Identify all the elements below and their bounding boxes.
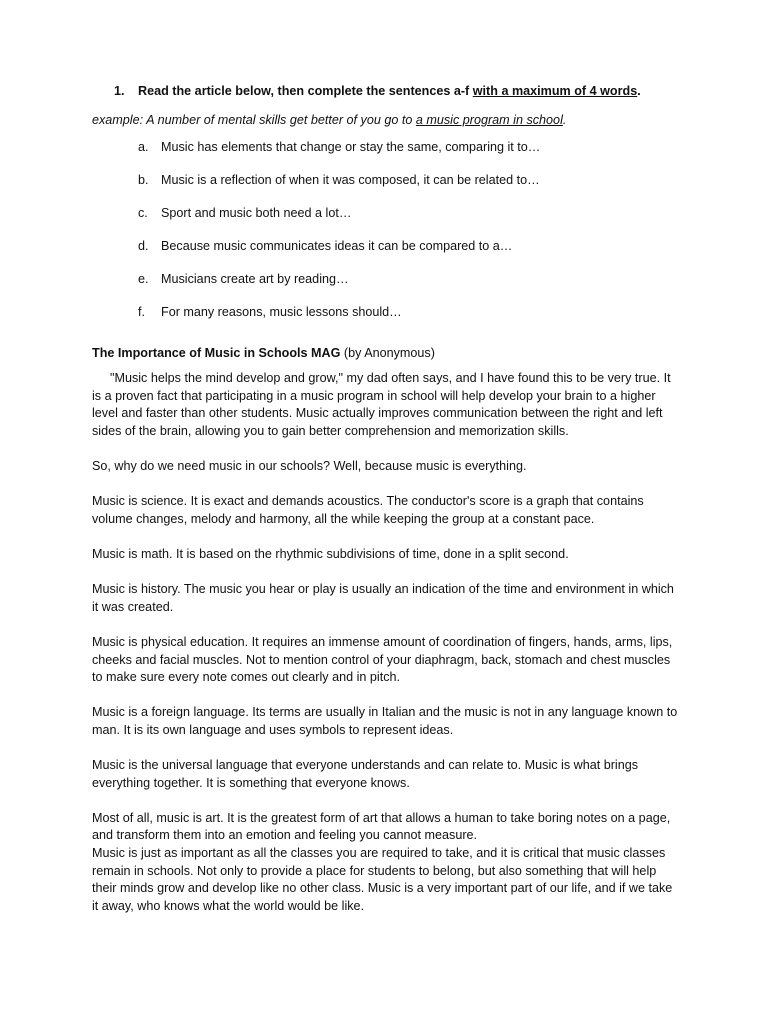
task-text: Sport and music both need a lot…: [161, 206, 352, 220]
article-paragraph: Music is physical education. It requires an immense amount of coordination of fingers, hands, arms, lips, cheeks and facial muscles. Not to mention control of your diaphragm, back, stomach and chest muscles to make sure every note comes out clearly and in pitch.: [92, 634, 673, 685]
task-letter: f.: [138, 305, 145, 319]
example-underlined: a music program in school: [415, 113, 563, 127]
task-item: [138, 140, 540, 173]
article-paragraph: Music is science. It is exact and demands acoustics. The conductor's score is a graph that contains volume changes, melody and harmony, all the while keeping the group at a constant pace.: [92, 494, 644, 526]
example-text: example: A number of mental skills get better of you go to: [92, 113, 416, 127]
instruction-underlined: with a maximum of 4 words: [472, 84, 638, 98]
task-text: Musicians create art by reading…: [161, 272, 349, 286]
article-paragraph: So, why do we need music in our schools? Well, because music is everything.: [92, 458, 527, 473]
example-line: [92, 113, 566, 127]
task-letter: e.: [138, 272, 149, 286]
article-author: (by Anonymous): [340, 346, 435, 360]
article-paragraph: Music is history. The music you hear or play is usually an indication of the time and environment in which it was created.: [92, 582, 674, 614]
task-text: Music is a reflection of when it was composed, it can be related to…: [161, 173, 540, 187]
article-paragraph: Music is a foreign language. Its terms are usually in Italian and the music is not in any language known to man. It is its own language and uses symbols to represent ideas.: [92, 705, 678, 737]
article-paragraph: Music is just as important as all the classes you are required to take, and it is critical that music classes remain in schools. Not only to provide a place for students to belong, but also something that will help their minds grow and develop like no other class. Music is a very important part of our life, and if we take it away, who knows what the world would be like.: [92, 846, 673, 913]
task-item: [138, 206, 540, 239]
article-paragraph: Music is math. It is based on the rhythmic subdivisions of time, done in a split second.: [92, 546, 569, 561]
instruction-line: [114, 84, 641, 98]
task-item: [138, 305, 540, 338]
task-letter: a.: [138, 140, 149, 154]
task-item: [138, 173, 540, 206]
task-text: Because music communicates ideas it can be compared to a…: [161, 239, 513, 253]
task-letter: b.: [138, 173, 149, 187]
instruction-number: 1.: [114, 84, 125, 98]
article-paragraph: Most of all, music is art. It is the greatest form of art that allows a human to take boring notes on a page, and transform them into an emotion and feeling you cannot measure.: [92, 810, 671, 843]
task-letter: d.: [138, 239, 149, 253]
instruction-end: .: [637, 84, 641, 98]
task-list: [138, 140, 540, 338]
example-end: .: [562, 113, 567, 127]
article-paragraph: Music is the universal language that everyone understands and can relate to. Music is what brings everything together. It is something that everyone knows.: [92, 758, 639, 790]
task-letter: c.: [138, 206, 148, 220]
task-text: For many reasons, music lessons should…: [161, 305, 402, 319]
instruction-text: Read the article below, then complete the sentences a-f: [138, 84, 473, 98]
article-title: [92, 346, 435, 360]
task-item: [138, 239, 540, 272]
task-item: [138, 272, 540, 305]
article-title-main: The Importance of Music in Schools MAG: [92, 346, 341, 360]
article-body: [92, 370, 682, 933]
article-paragraph: "Music helps the mind develop and grow," my dad often says, and I have found this to be very true. It is a proven fact that participating in a music program in school will help develop your brain to a higher level and faster than other students. Music actually improves communication between the right and left sides of the brain, allowing you to gain better comprehension and memorization skills.: [92, 371, 671, 438]
task-text: Music has elements that change or stay the same, comparing it to…: [161, 140, 541, 154]
